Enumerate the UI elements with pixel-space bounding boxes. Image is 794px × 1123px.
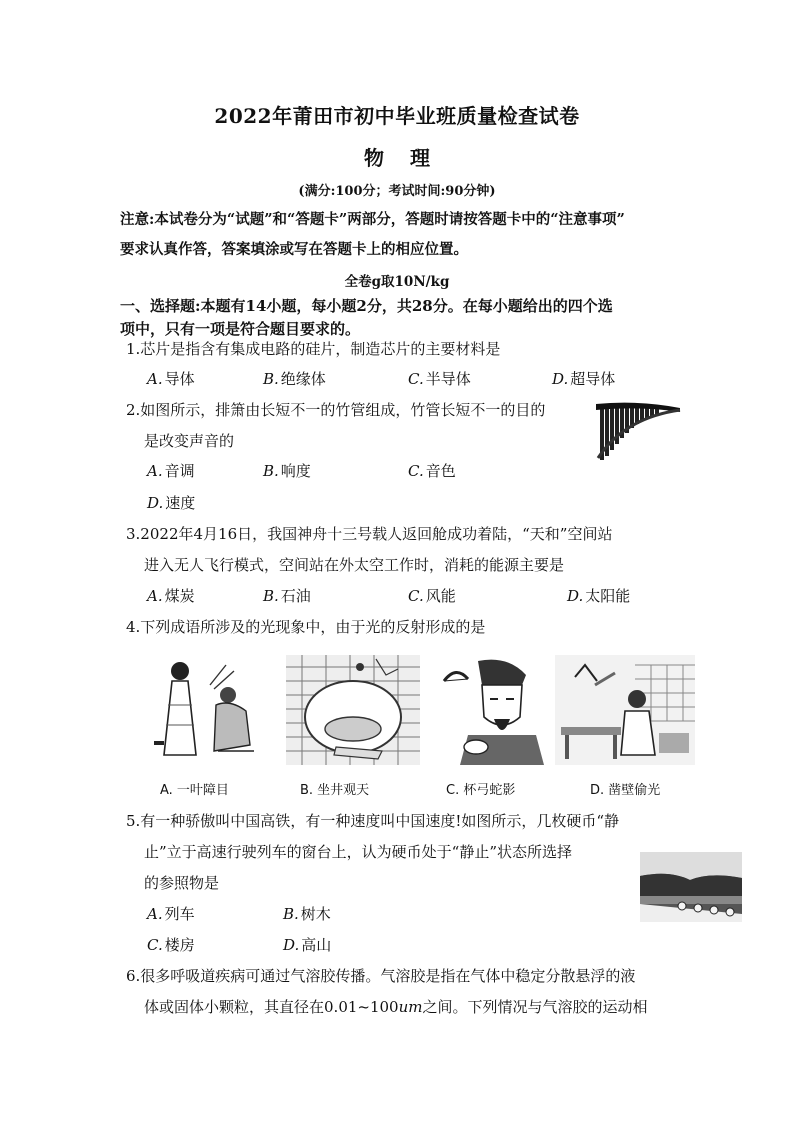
- q5-stem-line-2: 止”立于高速行驶列车的窗台上，认为硬币处于“静止”状态所选择: [144, 843, 573, 861]
- idiom-image-b: [286, 655, 420, 765]
- exam-meta: (满分:100分；考试时间:90分钟): [298, 184, 496, 199]
- q1-option-c: C. 半导体: [408, 370, 471, 388]
- q4-stem: 4.下列成语所涉及的光现象中，由于光的反射形成的是: [126, 618, 486, 636]
- q4-caption-a: A. 一叶障目: [160, 783, 229, 798]
- q3-stem-line-1: 3.2022年4月16日，我国神舟十三号载人返回舱成功着陆，“天和”空间站: [126, 525, 613, 543]
- q6-stem-line-1: 6.很多呼吸道疾病可通过气溶胶传播。气溶胶是指在气体中稳定分散悬浮的液: [126, 967, 636, 985]
- q5-option-d: D. 高山: [283, 936, 332, 954]
- q4-caption-b: B. 坐井观天: [300, 783, 370, 798]
- q1-option-a: A. 导体: [147, 370, 195, 388]
- q3-stem-line-2: 进入无人飞行模式，空间站在外太空工作时，消耗的能源主要是: [144, 556, 565, 574]
- subject-title: 物理: [364, 146, 456, 170]
- q1-option-b: B. 绝缘体: [263, 370, 326, 388]
- q2-option-d: D. 速度: [147, 494, 196, 512]
- paper-title: 2022年莆田市初中毕业班质量检查试卷: [214, 104, 580, 128]
- q5-option-a: A. 列车: [147, 905, 195, 923]
- idiom-image-a: [150, 655, 268, 765]
- section-heading-line-2: 项中，只有一项是符合题目要求的。: [120, 320, 361, 338]
- train-coins-image: [640, 852, 742, 922]
- q3-option-a: A. 煤炭: [147, 587, 195, 605]
- idiom-image-d: [555, 655, 695, 765]
- q4-caption-d: D. 凿壁偷光: [590, 783, 661, 798]
- notice-line-2: 要求认真作答，答案填涂或写在答题卡上的相应位置。: [120, 241, 468, 258]
- q2-stem-line-1: 2.如图所示，排箫由长短不一的竹管组成，竹管长短不一的目的: [126, 401, 546, 419]
- idiom-image-c: [438, 655, 544, 765]
- q1-option-d: D. 超导体: [552, 370, 616, 388]
- q2-stem-line-2: 是改变声音的: [144, 432, 235, 450]
- q3-option-b: B. 石油: [263, 587, 311, 605]
- q2-option-b: B. 响度: [263, 462, 311, 480]
- q1-stem: 1.芯片是指含有集成电路的硅片，制造芯片的主要材料是: [126, 340, 501, 358]
- q4-caption-c: C. 杯弓蛇影: [446, 783, 516, 798]
- q2-option-a: A. 音调: [147, 462, 195, 480]
- pan-flute-image: [594, 398, 684, 464]
- q3-option-c: C. 风能: [408, 587, 456, 605]
- q5-stem-line-1: 5.有一种骄傲叫中国高铁，有一种速度叫中国速度!如图所示，几枚硬币“静: [126, 812, 620, 830]
- q6-stem-line-2: 体或固体小颗粒，其直径在0.01~100um之间。下列情况与气溶胶的运动相: [144, 998, 648, 1016]
- q3-option-d: D. 太阳能: [567, 587, 631, 605]
- q5-option-b: B. 树木: [283, 905, 331, 923]
- notice-line-1: 注意:本试卷分为“试题”和“答题卡”两部分，答题时请按答题卡中的“注意事项”: [120, 211, 625, 228]
- q5-stem-line-3: 的参照物是: [144, 874, 220, 892]
- q5-option-c: C. 楼房: [147, 936, 195, 954]
- g-note: 全卷g取10N/kg: [344, 274, 450, 290]
- q2-option-c: C. 音色: [408, 462, 456, 480]
- section-heading-line-1: 一、选择题:本题有14小题，每小题2分，共28分。在每小题给出的四个选: [120, 297, 613, 315]
